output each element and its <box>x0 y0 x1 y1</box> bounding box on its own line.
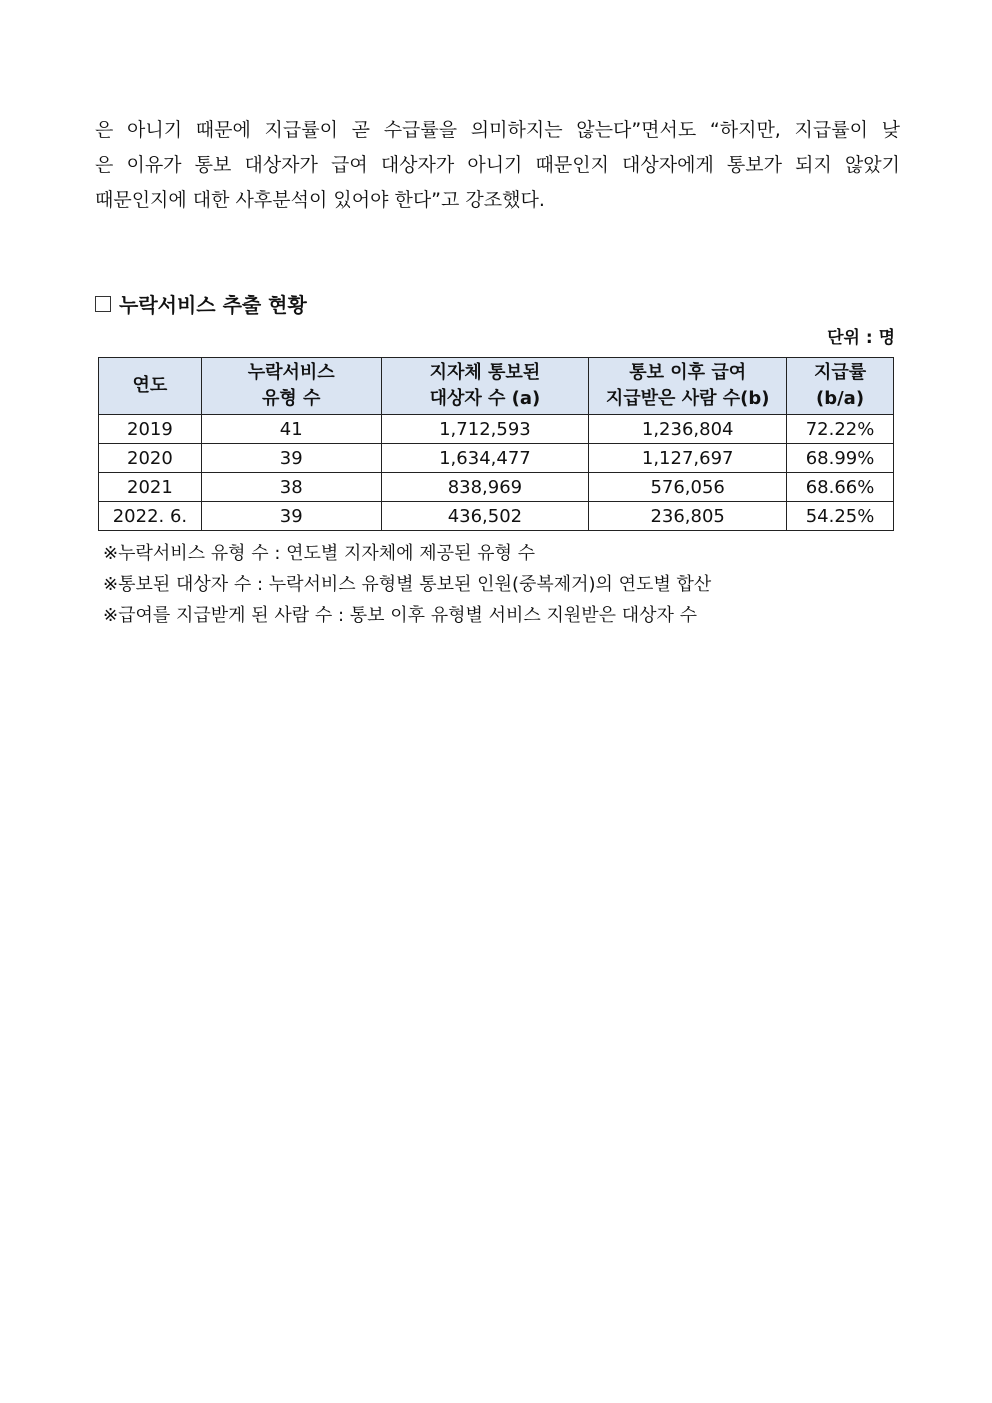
paragraph-line: 은 이유가 통보 대상자가 급여 대상자가 아니기 때문인지 대상자에게 통보가 되지 않았기 <box>95 154 900 176</box>
table-row <box>99 415 894 444</box>
table-cell: 2020 <box>99 444 202 473</box>
header-notified-count: 지자체 통보된 대상자 수 (a) <box>381 358 589 415</box>
note-item: ※통보된 대상자 수 : 누락서비스 유형별 통보된 인원(중복제거)의 연도별 합산 <box>103 574 712 595</box>
table-cell: 39 <box>201 502 381 531</box>
table-cell: 2021 <box>99 473 202 502</box>
header-paid-count: 통보 이후 급여 지급받은 사람 수(b) <box>589 358 787 415</box>
body-paragraph <box>95 113 900 218</box>
table-cell: 1,634,477 <box>381 444 589 473</box>
table-cell: 838,969 <box>381 473 589 502</box>
table-cell: 576,056 <box>589 473 787 502</box>
data-table <box>98 357 894 531</box>
unit-label: 단위 : 명 <box>827 328 895 348</box>
table-cell: 39 <box>201 444 381 473</box>
empty-checkbox-icon <box>95 296 111 312</box>
note-item: ※누락서비스 유형 수 : 연도별 지자체에 제공된 유형 수 <box>103 543 536 564</box>
table-cell: 68.99% <box>787 444 894 473</box>
table-header-row <box>99 358 894 415</box>
table-row <box>99 473 894 502</box>
table-notes <box>103 538 711 631</box>
header-payment-rate: 지급률 (b/a) <box>787 358 894 415</box>
paragraph-line: 은 아니기 때문에 지급률이 곧 수급률을 의미하지는 않는다”면서도 “하지만, 지급률이 낮 <box>95 119 900 141</box>
table-cell: 236,805 <box>589 502 787 531</box>
header-year: 연도 <box>99 358 202 415</box>
table-cell: 68.66% <box>787 473 894 502</box>
note-item: ※급여를 지급받게 된 사람 수 : 통보 이후 유형별 서비스 지원받은 대상자 수 <box>103 605 698 626</box>
table-cell: 72.22% <box>787 415 894 444</box>
table-cell: 1,236,804 <box>589 415 787 444</box>
table-cell: 41 <box>201 415 381 444</box>
table-cell: 38 <box>201 473 381 502</box>
header-service-type-count: 누락서비스 유형 수 <box>201 358 381 415</box>
table-cell: 2022. 6. <box>99 502 202 531</box>
table-cell: 1,127,697 <box>589 444 787 473</box>
table-cell: 436,502 <box>381 502 589 531</box>
section-title: 누락서비스 추출 현황 <box>119 293 307 317</box>
table-row <box>99 502 894 531</box>
table-cell: 1,712,593 <box>381 415 589 444</box>
paragraph-line: 때문인지에 대한 사후분석이 있어야 한다”고 강조했다. <box>95 189 545 211</box>
section-heading <box>95 289 307 318</box>
table-row <box>99 444 894 473</box>
table-cell: 2019 <box>99 415 202 444</box>
table-cell: 54.25% <box>787 502 894 531</box>
